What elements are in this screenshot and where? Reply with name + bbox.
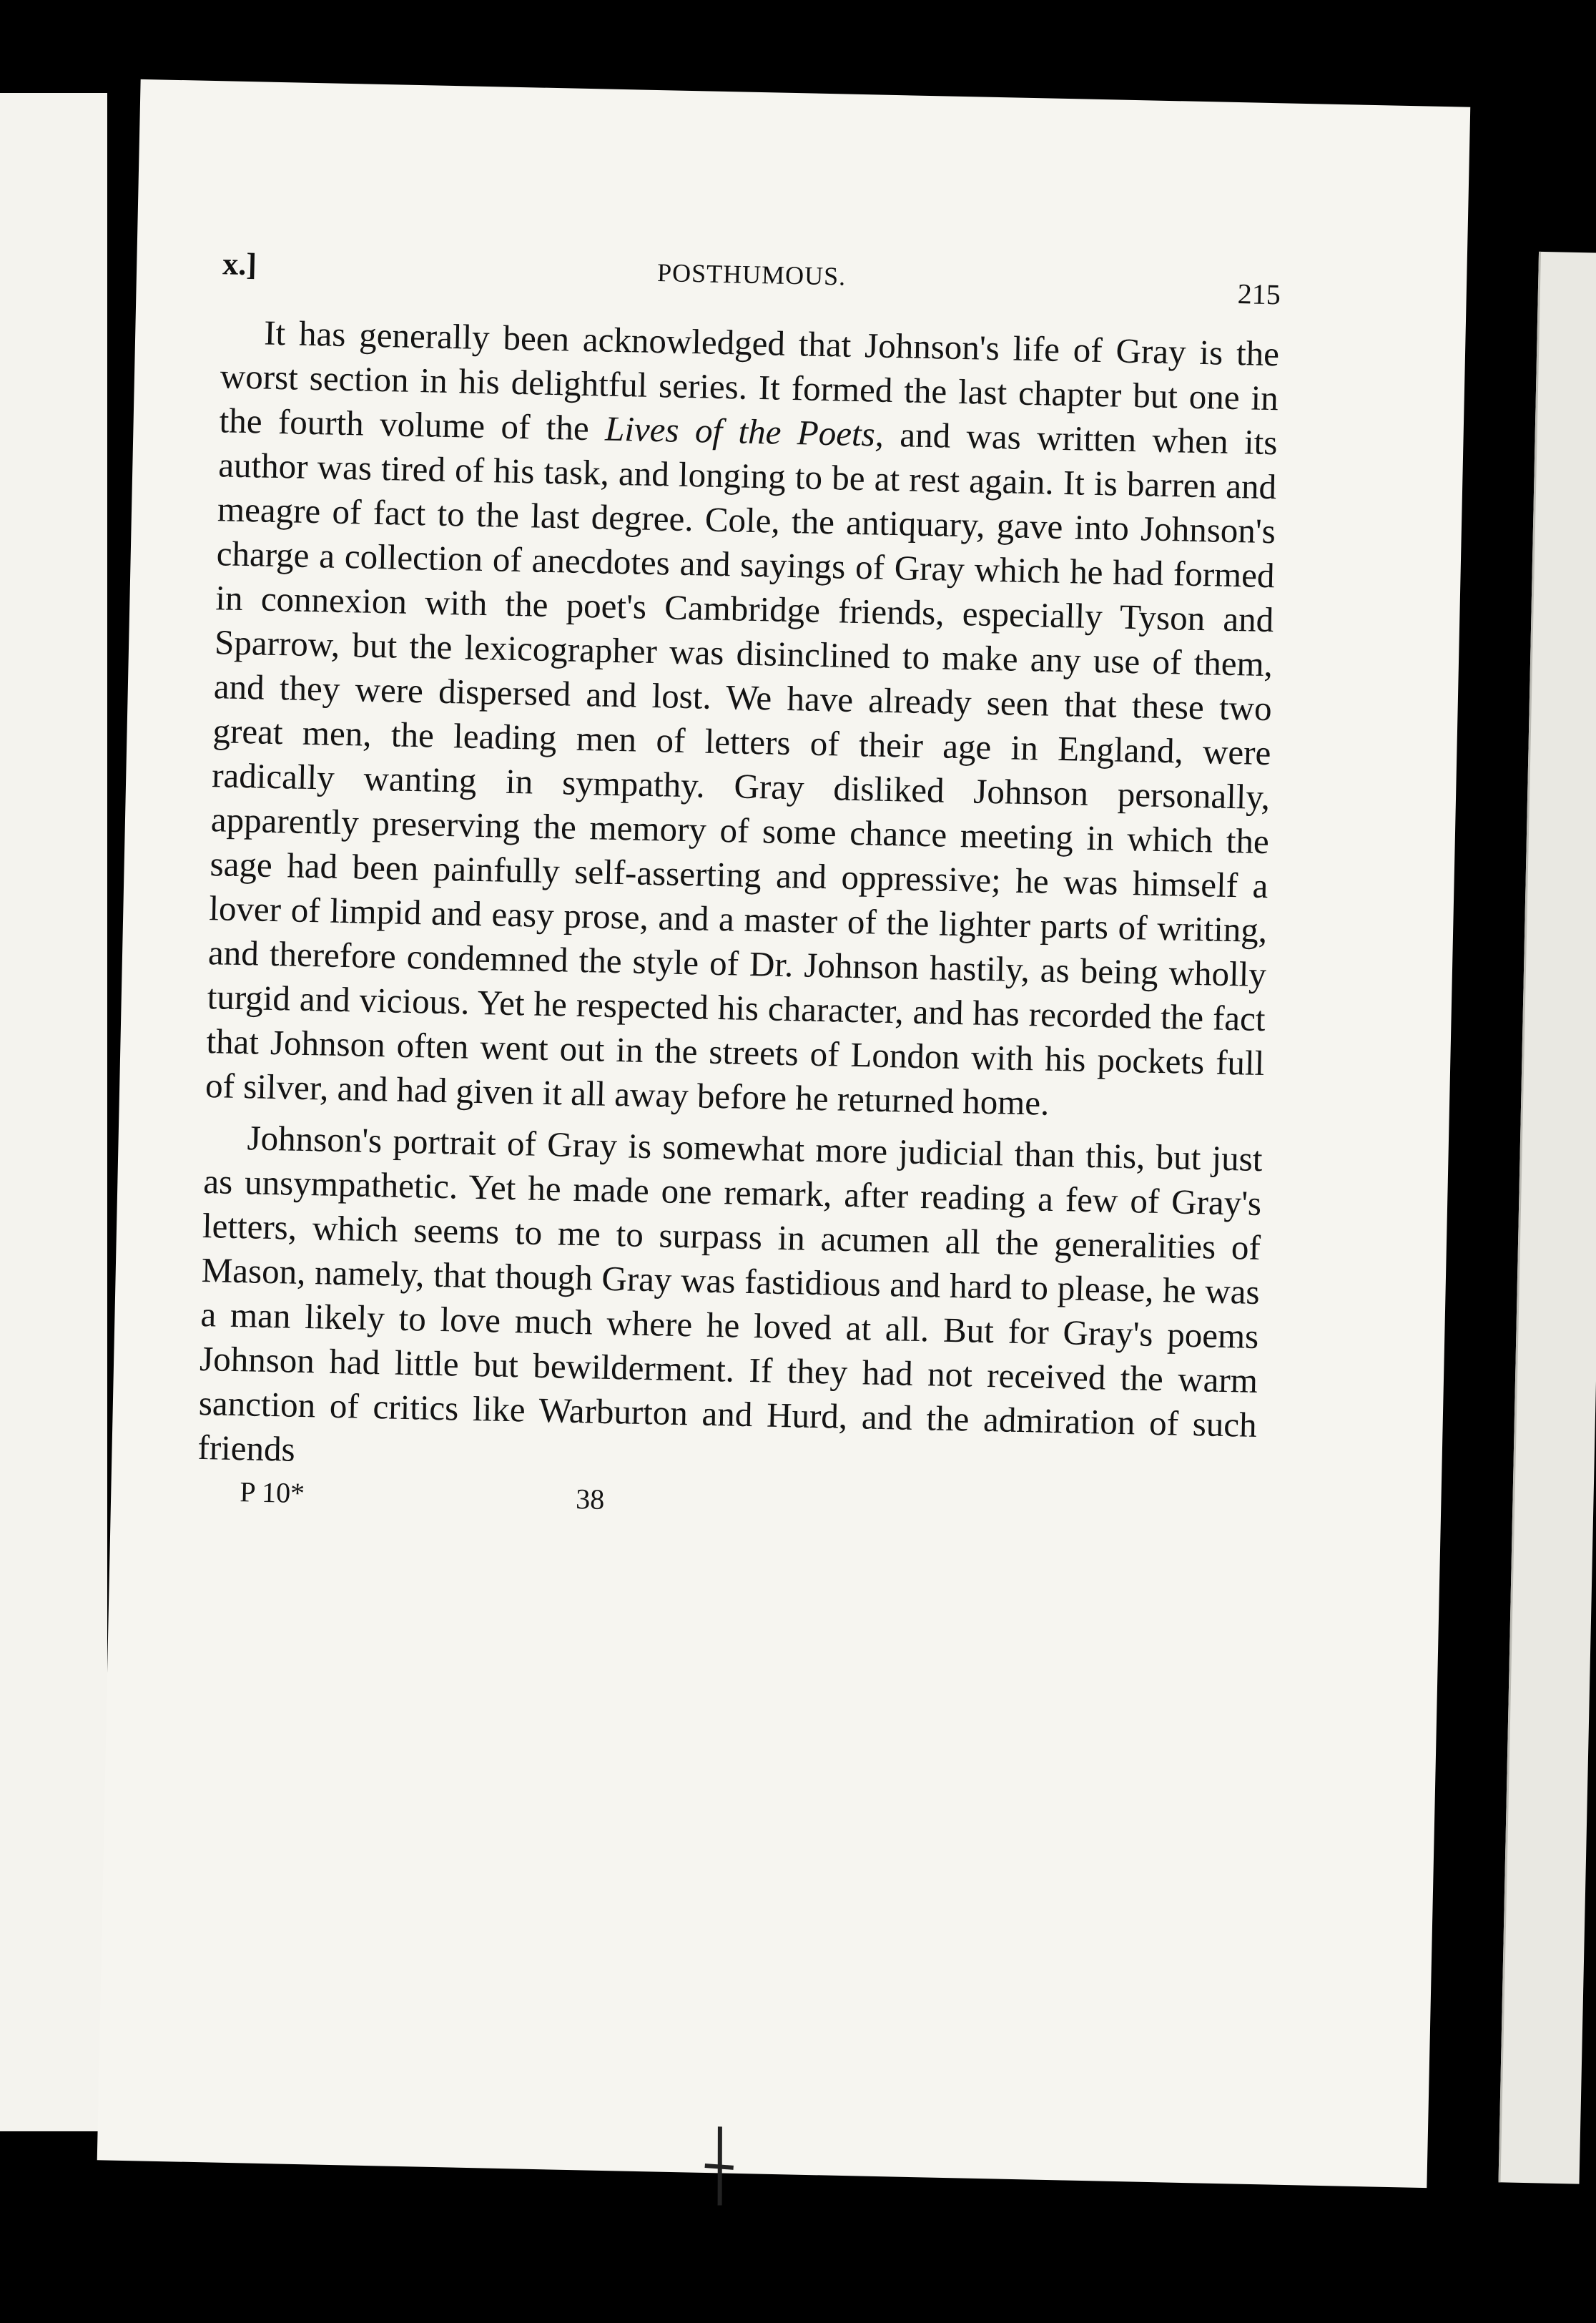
ink-smudge-mark: [697, 2123, 742, 2209]
paragraph-2: Johnson's portrait of Gray is somewhat more judicial than this, but just as unsympathetic. Yet he made one remark, after reading a few of Gray's letters, which seems to me to surpass in acumen all the generalities of Mason, namely, that though Gray was fastidious and hard to please, he was a man likely to love much where he loved at all. But for Gray's poems Johnson had little but bewilderment. If they had not received the warm sanction of critics like Warburton and Hurd, and the admiration of such friends: [197, 1118, 1263, 1469]
page-stack-edge: [1499, 252, 1596, 2184]
book-title-italic: Lives of the Poets,: [604, 408, 885, 454]
running-title: POSTHUMOUS.: [656, 258, 847, 291]
paragraph-1-part-1: It has generally been acknowledged that Johnson's life of Gray is the worst section in his delightful series. It formed the last chapter but one in the fourth volume of the: [219, 313, 1280, 448]
signature-mark: P 10*: [239, 1475, 305, 1510]
page-content: [197, 245, 1281, 1539]
body-text: [197, 310, 1280, 1492]
left-page-edge: [0, 93, 107, 2131]
gathering-number: 38: [575, 1483, 605, 1516]
paragraph-1: [205, 310, 1280, 1130]
paragraph-1-part-2: and was written when its author was tired of his task, and longing to be at rest again. It is barren and meagre of fact to the last degree. Cole, the antiquary, gave into Johnson's charge a collection of anecdotes and sayings of Gray which he had formed in connexion with the poet's Cambridge friends, especially Tyson and Sparrow, but the lexicographer was disinclined to make any use of them, and they were dispersed and lost. We have already seen that these two great men, the leading men of letters of their age in England, were radically wanting in sympathy. Gray disliked Johnson personally, apparently preserving the memory of some chance meeting in which the sage had been painfully self-asserting and oppressive; he was himself a lover of limpid and easy prose, and a master of the lighter parts of writing, and therefore condemned the style of Dr. Johnson hastily, as being wholly turgid and vicious. Yet he respected his character, and has recorded the fact that Johnson often went out in the streets of London with his pockets full of silver, and had given it all away before he returned home.: [205, 414, 1278, 1123]
page-number: 215: [1237, 278, 1281, 311]
book-page: [97, 79, 1471, 2188]
chapter-mark: x.]: [222, 246, 257, 283]
